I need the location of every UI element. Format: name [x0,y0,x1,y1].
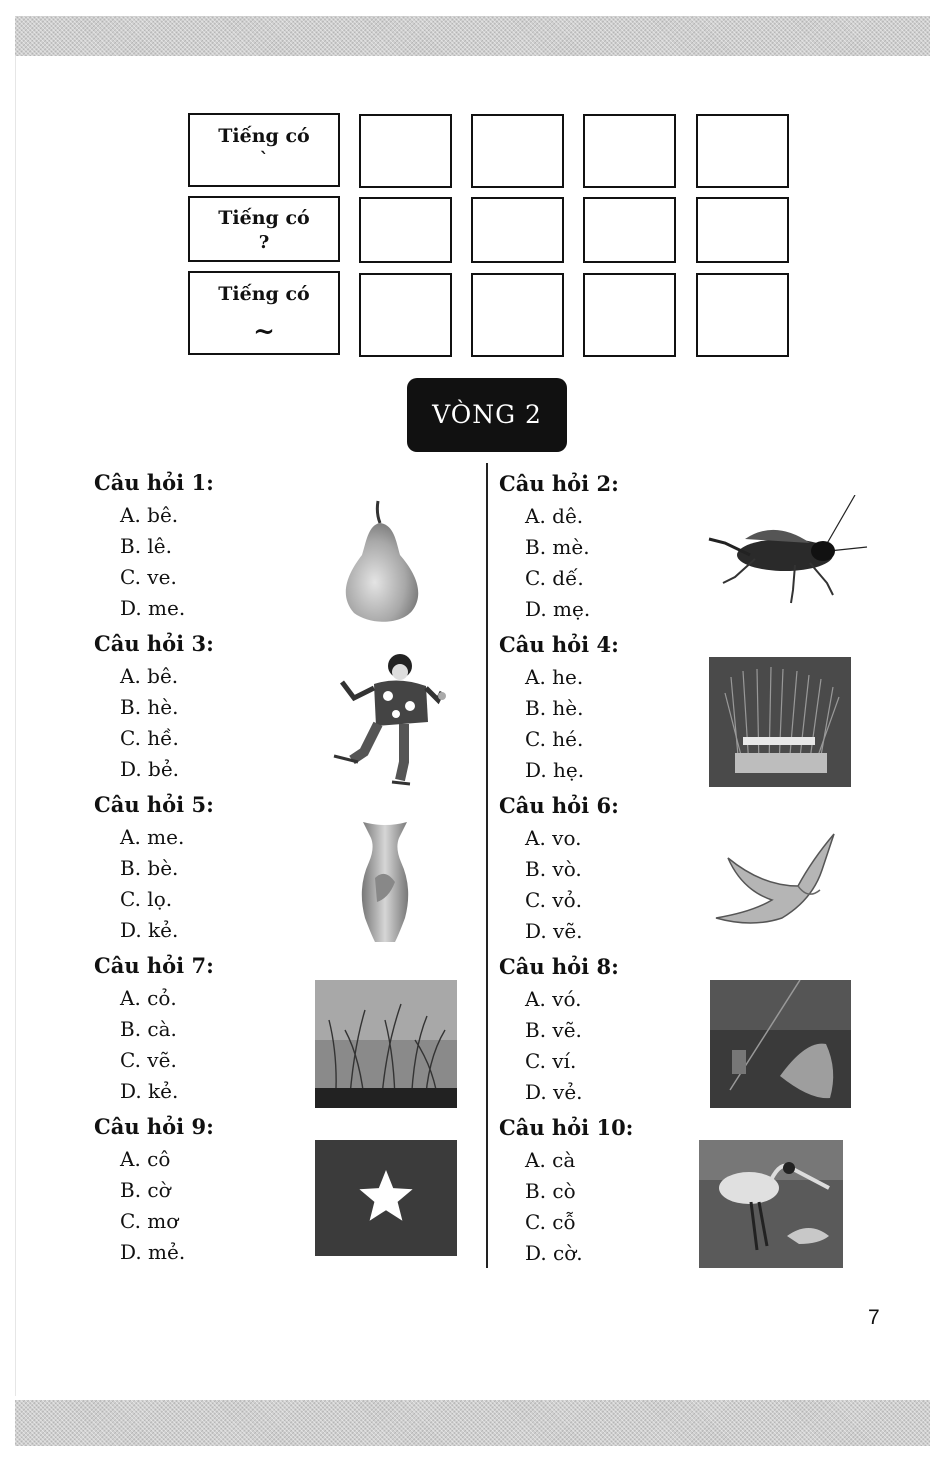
chives-bundle-image [709,657,851,787]
answer-box[interactable] [583,197,676,263]
answer-option[interactable]: D. mẹ. [525,597,591,621]
answer-option[interactable]: D. kẻ. [120,918,179,942]
answer-option[interactable]: B. mè. [525,535,590,559]
answer-option[interactable]: A. bê. [120,503,179,527]
question-title: Câu hỏi 4: [499,632,619,657]
fishing-net-image [710,980,851,1108]
question-title: Câu hỏi 1: [94,470,214,495]
answer-option[interactable]: C. cỗ [525,1210,576,1234]
answer-box[interactable] [471,114,564,188]
tone-row-label: Tiếng có [218,207,310,229]
answer-box[interactable] [359,273,452,357]
question-title: Câu hỏi 7: [94,953,214,978]
answer-box[interactable] [471,273,564,357]
answer-option[interactable]: C. hề. [120,726,179,750]
tone-row-label: Tiếng có [218,125,310,147]
answer-box[interactable] [471,197,564,263]
banana-peel-image [712,830,842,930]
pear-image [330,495,430,625]
answer-box[interactable] [696,197,789,263]
top-decorative-band [15,16,930,56]
answer-option[interactable]: B. lê. [120,534,173,558]
answer-option[interactable]: D. kẻ. [120,1079,179,1103]
answer-option[interactable]: B. vò. [525,857,582,881]
answer-option[interactable]: B. vẽ. [525,1018,582,1042]
grass-image [315,980,457,1108]
answer-option[interactable]: A. cỏ. [120,986,177,1010]
answer-option[interactable]: D. bẻ. [120,757,180,781]
answer-option[interactable]: A. cà [525,1148,576,1172]
answer-box[interactable] [696,114,789,188]
question-title: Câu hỏi 9: [94,1114,214,1139]
answer-option[interactable]: A. dê. [525,504,584,528]
answer-option[interactable]: D. cờ. [525,1241,583,1265]
answer-option[interactable]: D. vẻ. [525,1080,583,1104]
answer-option[interactable]: A. vo. [525,826,582,850]
answer-option[interactable]: B. cò [525,1179,576,1203]
answer-option[interactable]: C. vẽ. [120,1048,177,1072]
answer-option[interactable]: D. hẹ. [525,758,585,782]
answer-box[interactable] [359,197,452,263]
tone-row-label-box [188,113,340,187]
answer-option[interactable]: C. ví. [525,1049,577,1073]
question-title: Câu hỏi 3: [94,631,214,656]
flag-image [315,1140,457,1256]
tilde-mark: ~ [253,317,275,347]
question-title: Câu hỏi 10: [499,1115,634,1140]
cricket-image [705,495,870,605]
answer-option[interactable]: B. hè. [525,696,584,720]
answer-box[interactable] [583,273,676,357]
answer-option[interactable]: C. dế. [525,566,584,590]
answer-option[interactable]: C. mơ [120,1209,179,1233]
answer-option[interactable]: D. mẻ. [120,1240,186,1264]
question-title: Câu hỏi 2: [499,471,619,496]
column-divider [486,463,488,1268]
answer-option[interactable]: A. bê. [120,664,179,688]
answer-box[interactable] [696,273,789,357]
answer-box[interactable] [583,114,676,188]
round-title-badge: VÒNG 2 [407,378,567,452]
question-title: Câu hỏi 5: [94,792,214,817]
hook-mark: ? [258,232,270,253]
tone-row-label-box [188,196,340,262]
answer-option[interactable]: A. cô [120,1147,171,1171]
vase-image [355,818,415,946]
answer-option[interactable]: A. me. [120,825,185,849]
bottom-decorative-band [15,1400,930,1446]
page-number: 7 [868,1306,880,1329]
scan-edge-line [15,56,16,1396]
grave-mark: ` [259,149,269,170]
answer-option[interactable]: A. vó. [525,987,582,1011]
question-title: Câu hỏi 6: [499,793,619,818]
tone-row-label-box [188,271,340,355]
answer-option[interactable]: B. bè. [120,856,179,880]
answer-option[interactable]: B. cà. [120,1017,177,1041]
stork-image [699,1140,843,1268]
answer-box[interactable] [359,114,452,188]
tone-row-label: Tiếng có [218,283,310,305]
answer-option[interactable]: D. vẽ. [525,919,583,943]
answer-option[interactable]: D. me. [120,596,186,620]
answer-option[interactable]: C. ve. [120,565,177,589]
answer-option[interactable]: A. he. [525,665,584,689]
answer-option[interactable]: C. vỏ. [525,888,583,912]
clown-image [318,652,448,787]
answer-option[interactable]: C. hé. [525,727,584,751]
answer-option[interactable]: B. cờ [120,1178,171,1202]
answer-option[interactable]: B. hè. [120,695,179,719]
answer-option[interactable]: C. lọ. [120,887,173,911]
question-title: Câu hỏi 8: [499,954,619,979]
